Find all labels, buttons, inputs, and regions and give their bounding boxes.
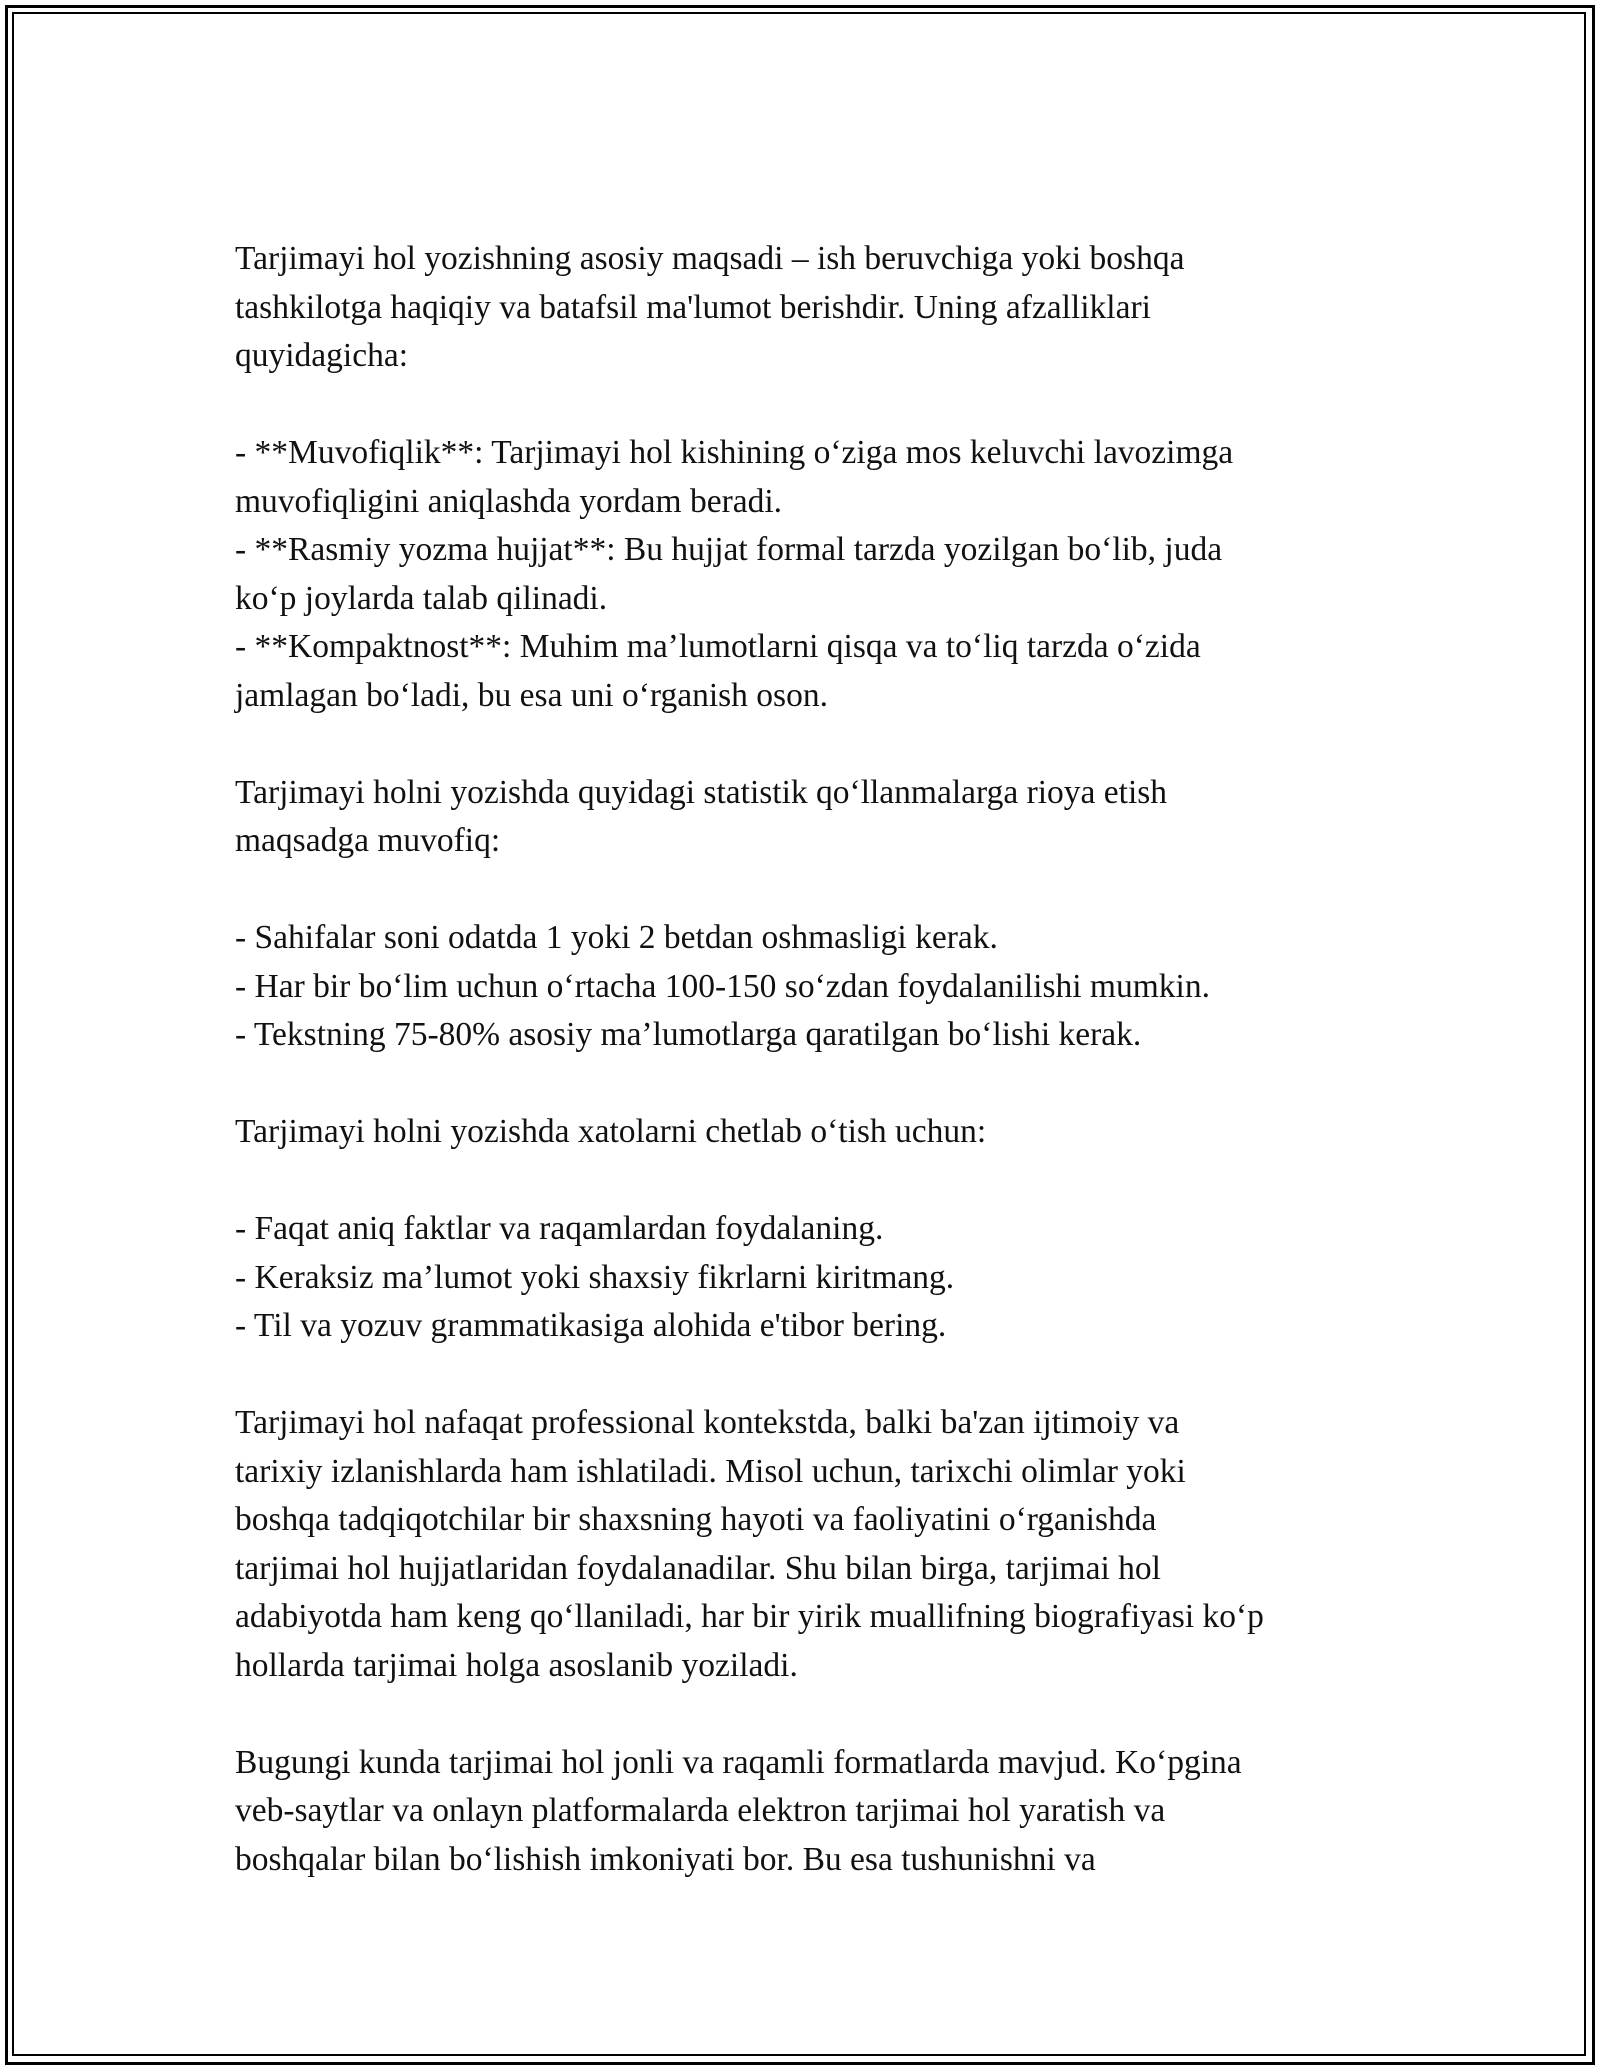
paragraph-digital-formats bbox=[235, 1739, 1385, 1885]
text-line: adabiyotda ham keng qoʻllaniladi, har bir yirik muallifning biografiyasi koʻp bbox=[235, 1598, 1264, 1635]
paragraph-guidelines-list bbox=[235, 914, 1385, 1060]
text-line: tarjimai hol hujjatlaridan foydalanadilar. Shu bilan birga, tarjimai hol bbox=[235, 1549, 1161, 1587]
list-item-line: - Tekstning 75-80% asosiy ma’lumotlarga qaratilgan boʻlishi kerak. bbox=[235, 1016, 1142, 1053]
paragraph-errors-list bbox=[235, 1205, 1385, 1351]
paragraph-errors-intro bbox=[235, 1108, 1385, 1157]
list-item-line: - **Muvofiqlik**: Tarjimayi hol kishining oʻziga mos keluvchi lavozimga bbox=[235, 434, 1234, 471]
text-line: Bugungi kunda tarjimai hol jonli va raqamli formatlarda mavjud. Koʻpgina bbox=[235, 1743, 1242, 1781]
document-body bbox=[235, 235, 1385, 1933]
paragraph-intro bbox=[235, 235, 1385, 381]
list-item-line: jamlagan boʻladi, bu esa uni oʻrganish oson. bbox=[235, 676, 828, 714]
list-item-line: - **Rasmiy yozma hujjat**: Bu hujjat formal tarzda yozilgan boʻlib, juda bbox=[235, 531, 1223, 568]
paragraph-guidelines-intro bbox=[235, 769, 1385, 866]
text-line: quyidagicha: bbox=[235, 337, 409, 374]
list-item-line: - Til va yozuv grammatikasiga alohida e'tibor bering. bbox=[235, 1307, 947, 1344]
text-line: tarixiy izlanishlarda ham ishlatiladi. Misol uchun, tarixchi olimlar yoki bbox=[235, 1452, 1186, 1490]
text-line: maqsadga muvofiq: bbox=[235, 822, 501, 859]
list-item-line: koʻp joylarda talab qilinadi. bbox=[235, 579, 608, 617]
list-item-line: - Har bir boʻlim uchun oʻrtacha 100-150 soʻzdan foydalanilishi mumkin. bbox=[235, 967, 1210, 1005]
list-item-line: - Sahifalar soni odatda 1 yoki 2 betdan oshmasligi kerak. bbox=[235, 919, 998, 956]
text-line: boshqa tadqiqotchilar bir shaxsning hayoti va faoliyatini oʻrganishda bbox=[235, 1501, 1157, 1538]
list-item-line: - **Kompaktnost**: Muhim ma’lumotlarni qisqa va toʻliq tarzda oʻzida bbox=[235, 628, 1201, 665]
paragraph-advantages-list bbox=[235, 429, 1385, 720]
text-line: boshqalar bilan boʻlishish imkoniyati bor. Bu esa tushunishni va bbox=[235, 1840, 1096, 1878]
list-item-line: - Keraksiz ma’lumot yoki shaxsiy fikrlarni kiritmang. bbox=[235, 1258, 955, 1296]
paragraph-context bbox=[235, 1399, 1385, 1690]
text-line: Tarjimayi holni yozishda xatolarni chetlab oʻtish uchun: bbox=[235, 1113, 987, 1150]
text-line: hollarda tarjimai holga asoslanib yoziladi. bbox=[235, 1646, 798, 1684]
list-item-line: - Faqat aniq faktlar va raqamlardan foydalaning. bbox=[235, 1210, 884, 1247]
text-line: Tarjimayi hol yozishning asosiy maqsadi – ish beruvchiga yoki boshqa bbox=[235, 240, 1185, 277]
text-line: Tarjimayi hol nafaqat professional kontekstda, balki ba'zan ijtimoiy va bbox=[235, 1404, 1180, 1441]
text-line: Tarjimayi holni yozishda quyidagi statistik qoʻllanmalarga rioya etish bbox=[235, 773, 1168, 811]
list-item-line: muvofiqligini aniqlashda yordam beradi. bbox=[235, 482, 783, 520]
text-line: tashkilotga haqiqiy va batafsil ma'lumot berishdir. Uning afzalliklari bbox=[235, 288, 1151, 326]
text-line: veb-saytlar va onlayn platformalarda elektron tarjimai hol yaratish va bbox=[235, 1792, 1166, 1829]
